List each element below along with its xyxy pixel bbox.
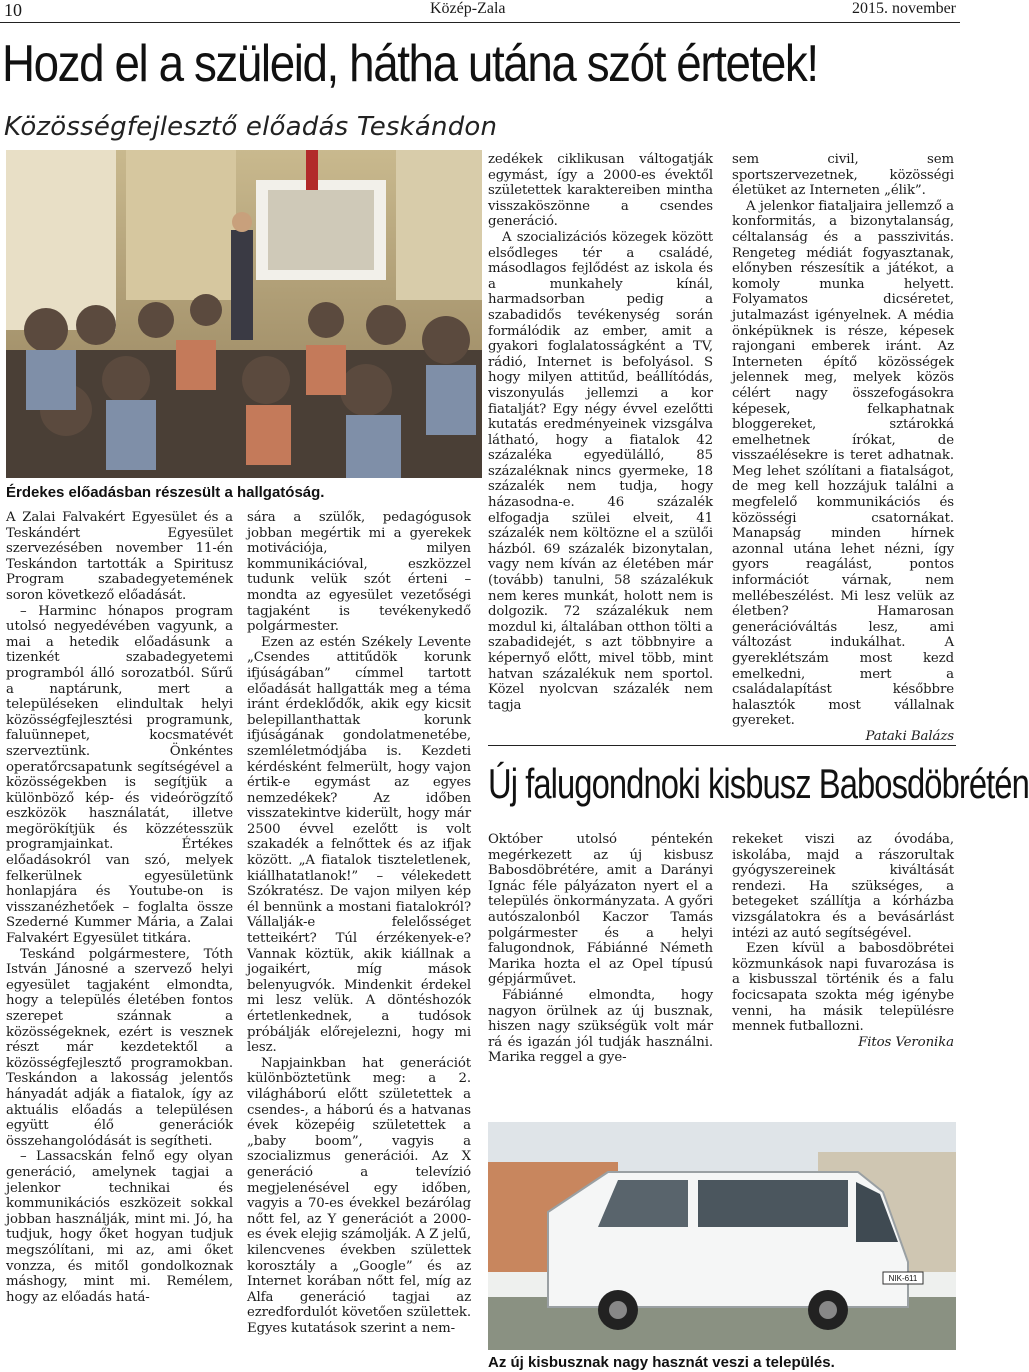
article2-column-1 (488, 832, 713, 1066)
van-photo (488, 1122, 956, 1350)
article1-column-3 (488, 152, 713, 713)
paragraph: A szocializációs közegek között elsődleges tér a családé, másodlagos fejlődést az iskola és a munkahely kínál, harmadsorban pedig a szabadidős tevékenység során formálódik az ember, amit a gyakori foglalatosságként a TV, rádió, Internet is befolyásol. S hogy milyen attitűd, beállítódás, viszonyulás jellemzi a kor fiatalját? Egy négy évvel ezelőtti kutatás eredményeinek vizsgálva látható, hogy a fiatalok 42 százaléka egyedülálló, 85 százaléknak nincs gyermeke, 18 százalék nem tudja, hogy házasodna-e. 46 százalék elfogadja szülei elveit, 41 százalék nem költözne el a szülői házból. 69 százalék bizonytalan, vagy nem kíván az életében már (tovább) tanulni, 58 százalékuk nem keres munkát, holott nem is dolgozik. 72 százalékuk nem mozdul ki, általában otthon tölti a szabadidejét, s azt többnyire a képernyő előtt, mivel több, mint hatvan százalékuk nem sportol. Közel nyolcvan százalék nem tagja (488, 229, 713, 713)
license-plate: NIK-611 (888, 1274, 918, 1283)
paragraph: A Zalai Falvakért Egyesület és a Teskándért Egyesület szervezésében november 11-én Teskándon tartották a Spiritusz Program szabadegyetemének soron következő előadását. (6, 510, 233, 603)
photo-caption: Érdekes előadásban részesült a hallgatóság. (6, 484, 325, 501)
page-header (0, 0, 960, 22)
paragraph: Fábiánné elmondta, hogy nagyon örülnek az új busznak, hiszen nagy szükségük volt már rá és igazán jól tudják használni. Marika reggel a gye- (488, 987, 713, 1066)
section-rule (488, 745, 956, 746)
lecture-photo (6, 150, 482, 478)
paragraph: Napjainkban hat generációt különböztetünk meg: a 2. világháború előtt születettek a csendes-, a háború és a hatvanas évek közepéig születettek a „baby boom”, vagyis a szocializmus generációi. Az X generáció a televízió megjelenésével egy időben, vagyis a 70-es évekkel bezárólag nőtt fel, az Y generációt a 2000-es évek elejig számolják. A Z jelű, kilencvenes években születtek korosztály a „Google” és az Internet korában nőtt fel, míg az Alfa generáció tagjai az ezredfordulót követően születtek. Egyes kutatások szerint a nem- (247, 1055, 471, 1336)
paragraph: Teskánd polgármestere, Tóth István Jánosné a szervező helyi egyesület tagjaként elmondta, hogy a település életében fontos szerepet szánnak a közösségeknek, ezért is vesznek részt már kezdetektől a közösségfejlesztő programokban. Teskándon a lakosság jelentős hányadát adják a fiatalok, így az aktuális előadás a településen együtt élő generációk összehangolódását is segítheti. (6, 946, 233, 1149)
article2-column-2 (732, 832, 954, 1050)
paragraph: A jelenkor fiataljaira jellemző a konformitás, a bizonytalanság, céltalanság és a passzivitás. Rengeteg médiát fogyasztanak, előnyben részesítik a játékot, a komoly munka helyett. Folyamatos dicséretet, jutalmazást igényelnek. A média önképüknek is része, képesek rajongani emberek iránt. Az Interneten építő közösségek jelennek meg, melyek közös célért nagy összefogásokra képesek, felkaphatnak bloggereket, sztárokká emelhetnek írókat, de visszaélésekre is teret adhatnak. Meg lehet szólítani a fiatalságot, de meg kell hozzájuk találni a megfelelő kommunikációs és közösségi csatornákat. Manapság minden hírnek azonnal utána lehet nézni, így gyors reagálást, pontos információt várnak, nem mellébeszélést. Mi lesz velük az életben? Hamarosan generációváltás lesz, ami változást indukálhat. A gyereklétszám most kezd emelkedni, mert a családalapítást későbbre halasztók most vállalnak gyereket. (732, 198, 954, 729)
van-photo-caption: Az új kisbusznak nagy hasznát veszi a település. (488, 1354, 835, 1371)
article1-column-2 (247, 510, 471, 1336)
article2-headline: Új falugondnoki kisbusz Babosdöbrétén (488, 760, 1029, 807)
headline: Hozd el a szüleid, hátha utána szót értetek! (2, 35, 818, 93)
paragraph: – Harminc hónapos program utolsó negyedévében vagyunk, a mai a hetedik előadásunk a tizenkét szabadegyetemi programból álló sorozatból. Sűrű a naptárunk, mert a településeken elindultak helyi közösségfejlesztési programunk, faluünnepet, kocsmatévét szerveztünk. Önkéntes operatőrcsapatunk segítségével a közösségekben is segítjük a különböző kép- és videórögzítő eszközök használatát, illetve megörökítjük és közzétesszük programjainkat. Értékes előadásokról van szó, melyek felkerülnek egyesületünk honlapjára és Youtube-on is visszanézhetőek – foglalta össze Szederné Kummer Mária, a Zalai Falvakért Egyesület titkára. (6, 603, 233, 947)
paragraph: Október utolsó péntekén megérkezett az új kisbusz Babosdöbrétére, amit a Darányi Ignác féle pályázaton nyert el a település önkormányzata. A győri autószalonból Kaczor Tamás polgármester és a helyi falugondnok, Fábiánné Németh Marika hozta el az Opel típusú gépjárművet. (488, 832, 713, 988)
page-number: 10 (4, 0, 22, 20)
paragraph: Ezen az estén Székely Levente „Csendes attitűdök korunk ifjúságában” címmel tartott előadását hallgatták meg a téma iránt érdeklődők, akik egy kicsit belepillanthattak korunk ifjúságának gondolatmenetébe, szemléletmódjába is. Kezdeti kérdésként felmerült, hogy vajon értik-e egymást az egyes nemzedékek? Az időben visszatekintve kiderült, hogy már 2500 évvel ezelőtt is volt szakadék a felnőttek és az ifjak között. „A fiatalok tiszteletlenek, kiállhatatlanok!” – vélekedett Szókratész. De vajon milyen kép él bennünk a mostani fiatalokról? Vállalják-e felelősséget tetteikért? Túl érzékenyek-e? Vannak köztük, akik kiállnak a jogaikért, míg mások belenyugvók. Mindenkit érdekel mi lesz velük. A döntéshozók értetlenkednek, a tudósok próbálják előrejelezni, hogy mi lesz. (247, 634, 471, 1056)
article1-column-1 (6, 510, 233, 1305)
paragraph: zedékek ciklikusan váltogatják egymást, így a 2000-es évektől születettek karaktereiben mintha visszaköszönne a csendes generáció. (488, 152, 713, 230)
paragraph: sem civil, sem sportszervezetnek, közösségi életüket az Interneten „élik”. (732, 152, 954, 199)
subheadline: Közösségfejlesztő előadás Teskándon (4, 112, 498, 142)
paragraph: rekeket viszi az óvodába, iskolába, majd a rászorultak gyógyszereinek kiváltását rendezi. Ha szükséges, a betegeket szállítja a kórházba vizsgálatokra és a bevásárlást intézi az autó segítségével. (732, 832, 954, 941)
header-rule (0, 22, 960, 23)
author-signature: Fitos Veronika (858, 1034, 954, 1050)
paragraph: sára a szülők, pedagógusok jobban megértik mi a gyerekek motivációja, milyen kommunikációval, eszközzel tudunk velük szót érteni – mondta az egyesület vezetőségi tagjaként is tevékenykedő polgármester. (247, 510, 471, 635)
author-signature: Pataki Balázs (865, 728, 954, 744)
van-photo-image (488, 1122, 956, 1350)
publication-name: Közép-Zala (430, 0, 506, 17)
article1-column-4 (732, 152, 954, 745)
paragraph: – Lassacskán felnő egy olyan generáció, amelynek tagjai a jelenkor technikai és kommunikációs eszközeit sokkal jobban használják, mint mi. Jó, ha tudjuk, hogy őket hogyan tudjuk megszólítani, mi az, ami őket vonzza, és mitől gondolkoznak máshogy, mint mi. Remélem, hogy az előadás hatá- (6, 1149, 233, 1305)
issue-date: 2015. november (852, 0, 956, 17)
lecture-photo-image (6, 150, 482, 478)
paragraph: Ezen kívül a babosdöbrétei közmunkások napi fuvarozása is a kisbusszal történik és a falu focicsapata szokta még igénybe venni, ha másik településre mennek futballozni. (732, 941, 954, 1035)
